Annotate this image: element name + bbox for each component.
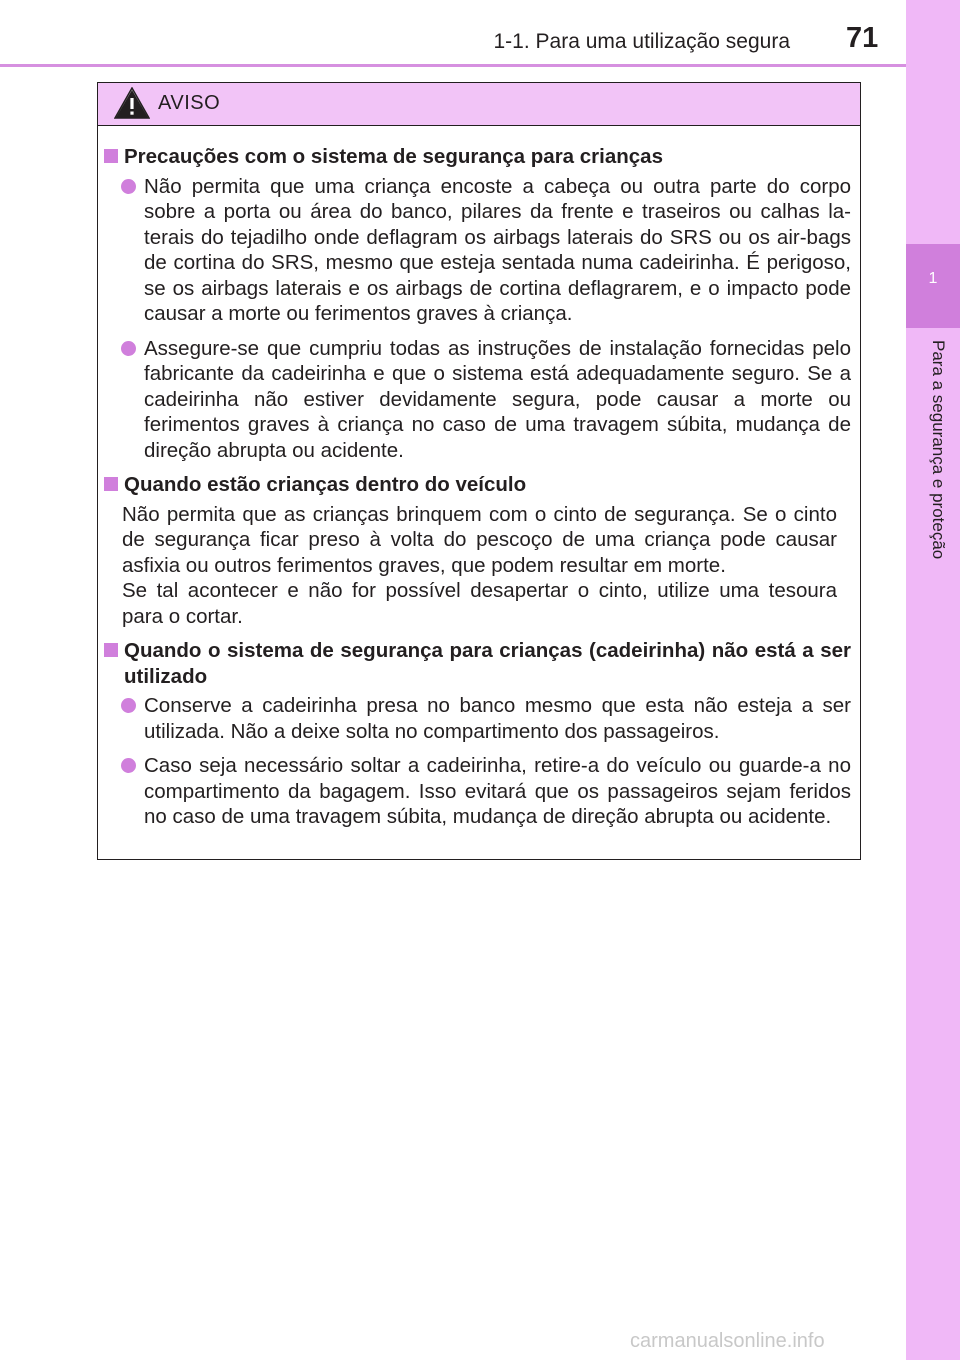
tab-label: Para a segurança e proteção	[929, 340, 948, 560]
section-heading	[98, 472, 851, 498]
square-bullet-icon	[104, 149, 118, 163]
warning-triangle-icon	[114, 87, 150, 119]
page-number: 71	[846, 22, 879, 54]
list-item-text: Não permita que uma criança encoste a cabeça ou outra parte do corpo sobre a porta ou área do banco, pilares da frente e traseiros ou calhas la-terais do tejadilho onde deflagram os airbags laterais do SRS ou os air-bags de cortina do SRS, mesmo que esteja sentada numa cadeirinha. É perigoso, se os airbags laterais e os airbags de cortina deflagrarem, e o impacto pode causar a morte ou ferimentos graves à criança.	[144, 174, 851, 325]
page-header	[0, 0, 906, 66]
section-heading	[98, 144, 851, 170]
section-heading-text: Precauções com o sistema de segurança para crianças	[124, 145, 663, 168]
paragraph: Não permita que as crianças brinquem com o cinto de segurança. Se o cinto de segurança ficar preso à volta do pescoço de uma criança pode causar asfixia ou outros ferimentos graves, que podem resultar em morte.	[122, 502, 837, 577]
section-heading	[98, 638, 851, 689]
tab-number: 1	[928, 270, 938, 287]
warning-box	[97, 82, 861, 860]
section-heading-text: Quando o sistema de segurança para crianças (cadeirinha) não está a ser utilizado	[124, 639, 851, 688]
footer-watermark: carmanualsonline.info	[630, 1330, 825, 1352]
header-rule	[0, 64, 906, 67]
list-item	[98, 753, 851, 830]
round-bullet-icon	[121, 758, 136, 773]
round-bullet-icon	[121, 341, 136, 356]
round-bullet-icon	[121, 698, 136, 713]
section-heading-text: Quando estão crianças dentro do veículo	[124, 473, 527, 496]
list-item	[98, 336, 851, 464]
list-item	[98, 693, 851, 744]
tab-number-box	[906, 244, 960, 328]
warning-body	[98, 126, 860, 830]
list-item-text: Assegure-se que cumpriu todas as instruções de instalação fornecidas pelo fabricante da cadeirinha e que o sistema está adequadamente seguro. Se a cadeirinha não estiver devidamente segura, pode causar a morte ou ferimentos graves à criança no caso de uma travagem súbita, mudança de direção abrupta ou acidente.	[144, 336, 851, 462]
paragraph: Se tal acontecer e não for possível desapertar o cinto, utilize uma tesoura para o cortar.	[122, 579, 837, 628]
round-bullet-icon	[121, 179, 136, 194]
square-bullet-icon	[104, 643, 118, 657]
warning-label: AVISO	[158, 92, 221, 114]
list-item	[98, 174, 851, 327]
square-bullet-icon	[104, 477, 118, 491]
list-item-text: Caso seja necessário soltar a cadeirinha, retire-a do veículo ou guarde-a no compartimento da bagagem. Isso evitará que os passageiros sejam feridos no caso de uma travagem súbita, mudança de direção abrupta ou acidente.	[144, 754, 851, 828]
list-item-text: Conserve a cadeirinha presa no banco mesmo que esta não esteja a ser utilizada. Não a deixe solta no compartimento dos passageiros.	[144, 694, 851, 743]
side-tab	[906, 0, 960, 1360]
section-title: 1-1. Para uma utilização segura	[493, 30, 790, 53]
warning-header	[98, 83, 860, 126]
